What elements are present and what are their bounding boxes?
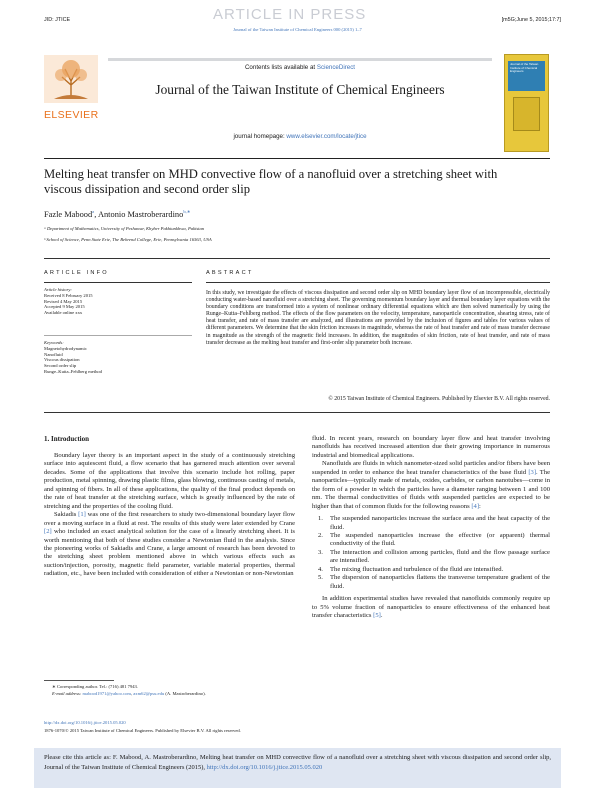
elsevier-wordmark: ELSEVIER — [44, 109, 99, 121]
list-text: The interaction and collision among particles, fluid and the flow passage surface are intensified. — [330, 548, 550, 565]
masthead-top-band — [108, 58, 492, 61]
reasons-list — [318, 515, 550, 591]
corresponding-author-note: ∗ Corresponding author. Tel.: (716) 481 7943. — [52, 684, 138, 689]
article-history — [44, 287, 194, 316]
keyword: Second order slip — [44, 363, 77, 369]
author-line — [44, 209, 444, 219]
email-note — [52, 691, 302, 697]
contents-line — [108, 64, 492, 71]
history-item: Revised 4 May 2015 — [44, 298, 83, 304]
affiliation-a: ᵃ Department of Mathematics, University of Peshawar, Khyber Pakhtunkhwa, Pakistan — [44, 226, 205, 231]
text-run: . The nanoparticles—typically made of metals, oxides, carbides, or carbon nanotubes—come in the form of a powder in which the particles have a diameter ranging between 1 and 100 nm. The thermal conductivities of fluids with suspended particles are expected to be higher than that of common fluids for the following reasons — [312, 468, 551, 510]
history-item: Accepted 9 May 2015 — [44, 304, 85, 310]
journal-cover-thumbnail — [504, 54, 549, 152]
affiliation-mark[interactable]: a — [92, 209, 95, 214]
reference-link[interactable]: [4] — [471, 502, 480, 510]
cover-title: Journal of the Taiwan Institute of Chemical Engineers — [508, 61, 545, 91]
reference-link[interactable]: [3] — [528, 468, 537, 476]
list-item — [318, 549, 550, 566]
author-separator: , — [94, 209, 98, 219]
cite-this-article-box — [34, 748, 561, 788]
list-item — [318, 574, 550, 591]
elsevier-tree-logo — [44, 55, 99, 121]
reference-link[interactable]: [2] — [44, 528, 52, 536]
paragraph — [44, 511, 295, 579]
journal-id-tag: JID: JTICE — [44, 17, 71, 23]
affiliation-mark[interactable]: b,∗ — [183, 209, 191, 214]
sciencedirect-link[interactable]: ScienceDirect — [316, 64, 356, 71]
list-text: The suspended nanoparticles increase the surface area and the heat capacity of the fluid. — [330, 515, 550, 531]
history-item: Available online xxx — [44, 310, 83, 316]
article-info-heading: ARTICLE INFO — [44, 270, 109, 276]
history-item: Received 8 February 2015 — [44, 292, 93, 298]
text-run: Sakiadis — [54, 511, 79, 519]
reference-link[interactable]: [1] — [78, 511, 86, 519]
keywords-block — [44, 340, 194, 375]
section-heading: 1. Introduction — [44, 435, 89, 443]
author-name: Fazle Mabood — [44, 209, 93, 219]
keyword: Viscous dissipation — [44, 357, 80, 363]
list-number: 5. — [318, 574, 323, 582]
left-column — [44, 452, 295, 579]
doi-link[interactable]: http://dx.doi.org/10.1016/j.jtice.2015.05.020 — [44, 720, 126, 725]
homepage-line — [108, 133, 492, 140]
cite-text: Please cite this article as: F. Mabood, A. Mastroberardino, Melting heat transfer on MHD convective flow of a nanofluid over a stretching sheet with viscous dissipation and second order slip, Journal of the Taiwan Institute of Chemical Engineers (2015), — [44, 754, 551, 771]
cite-doi-link[interactable]: http://dx.doi.org/10.1016/j.jtice.2015.05.020 — [206, 764, 323, 771]
list-number: 2. — [318, 531, 323, 539]
text-run: : — [479, 502, 481, 510]
list-number: 3. — [318, 548, 323, 556]
list-text: The suspended nanoparticles increase the effective (or apparent) thermal conductivity of the fluid. — [330, 531, 550, 548]
homepage-link[interactable]: www.elsevier.com/locate/jtice — [286, 133, 367, 140]
issn-line: 1876-1070/© 2015 Taiwan Institute of Chemical Engineers. Published by Elsevier B.V. All rights reserved. — [44, 728, 241, 733]
paragraph: Boundary layer theory is an important aspect in the study of a continuously stretching surface into aquiescent fluid, a flow scenario that has garnered much attention over several decades. Some of the applications that involve this scenario include hot rolling, paper production, metal spinning, drawing plastic films, glass blowing, continuous casting of metals, and spinning of fibers. In all of these applications, the quality of the final product depends on the rate of heat transfer at the stretching surface, which is greatly influenced by the rate of stretching and the properties of the cooling fluid. — [44, 452, 295, 510]
text-run: who included an exact analytical solution for the case of a linearly stretching sheet. It is worth mentioning that both of these studies consider a Newtonian fluid in the analysis. Since the pioneering works of Sakiadis and Crane, a large amount of research has been devoted to the stretching sheet problem mentioned above in which various effects such as suction/injection, porosity, magnetic field parameter, variable material properties, thermal radiation, etc., have been included with consideration of either a Newtonian or non-Newtonian — [44, 528, 295, 578]
citation-line[interactable]: Journal of the Taiwan Institute of Chemical Engineers 000 (2015) 1–7 — [233, 27, 362, 32]
right-column — [312, 435, 550, 621]
text-run: In addition experimental studies have revealed that nanofluids commonly require up to 5% volume fraction of nanoparticles to ensure effectiveness of the enhanced heat transfer characteristics — [312, 595, 550, 620]
abstract-heading: ABSTRACT — [206, 270, 254, 276]
list-text: The dispersion of nanoparticles flattens the transverse temperature gradient of the fluid. — [330, 574, 550, 590]
text-run: was one of the first researchers to study two-dimensional boundary layer flow over a moving surface in a fluid at rest. The results of this study were later extended by Crane — [44, 511, 295, 527]
journal-title: Journal of the Taiwan Institute of Chemical Engineers — [155, 82, 445, 97]
homepage-prefix: journal homepage: — [233, 133, 287, 140]
keyword: Nanofluid — [44, 351, 63, 357]
affiliation-b: ᵇ School of Science, Penn State Erie, The Behrend College, Erie, Pennsylvania 16563, USA — [44, 237, 212, 242]
email-suffix: (A. Mastroberardino). — [164, 691, 206, 696]
email-separator: , — [130, 691, 134, 696]
keyword: Runge–Kutta–Fehlberg method — [44, 368, 102, 374]
abstract-copyright: © 2015 Taiwan Institute of Chemical Engineers. Published by Elsevier B.V. All rights reserved. — [328, 396, 550, 402]
paragraph — [312, 595, 550, 620]
email-link[interactable]: mabood1971@yahoo.com — [82, 691, 131, 696]
contents-prefix: Contents lists available at — [244, 64, 317, 71]
list-item — [318, 532, 550, 549]
list-text: The mixing fluctuation and turbulence of the fluid are intensified. — [330, 565, 504, 573]
paragraph — [312, 460, 550, 511]
list-item — [318, 515, 550, 532]
text-run: . — [380, 612, 383, 620]
list-number: 4. — [318, 565, 323, 573]
email-link[interactable]: axm62@psu.edu — [133, 691, 165, 696]
text-run: Nanofluids are fluids in which nanometer-sized solid particles and/or fibers have been suspended in order to enhance the heat transfer characteristics of the base fluid — [312, 460, 550, 476]
reference-link[interactable]: [5] — [373, 612, 381, 620]
list-number: 1. — [318, 515, 323, 523]
article-title: Melting heat transfer on MHD convective flow of a nanofluid over a stretching sheet with viscous dissipation and second order slip — [44, 167, 498, 196]
keywords-label: Keywords: — [44, 340, 64, 345]
author-name: Antonio Mastroberardino — [97, 209, 184, 219]
keyword: Magnetohydrodynamic — [44, 345, 87, 351]
article-in-press-watermark: ARTICLE IN PRESS — [213, 6, 367, 23]
abstract-text: In this study, we investigate the effects of viscous dissipation and second order slip on MHD boundary layer flow of an incompressible, electrically conducting water-based nanofluid over a stretching sheet. The governing momentum boundary layer and thermal boundary layer equations with the boundary conditions are transformed into a system of nonlinear ordinary differential equations which are then solved numerically by using the Runge–Kutta–Fehlberg method. The effects of the flow parameters on the velocity, temperature, nanoparticle concentration, shearing stress, rate of heat transfer, and rate of mass transfer are analyzed, and illustrations are provided by the inclusion of figures and tables for various values of different parameters. We determine that the skin friction increases in magnitude, whereas the rate of heat transfer and rate of mass transfer decrease in magnitude as the strength of the magnetic field increases. In addition, the magnitudes of skin friction, rate of heat transfer, and rate of mass transfer decrease as the melting heat transfer and first-order slip parameter both increase. — [206, 290, 550, 346]
cover-figure — [513, 97, 540, 131]
email-label: E-mail address: — [52, 691, 83, 696]
build-stamp: [m5G;June 5, 2015;17:7] — [501, 17, 561, 23]
history-label: Article history: — [44, 287, 72, 292]
list-item — [318, 566, 550, 574]
paragraph: fluid. In recent years, research on boundary layer flow and heat transfer involving nanofluids has received increased attention due their growing importance in numerous industrial and biomedical applications. — [312, 435, 550, 459]
